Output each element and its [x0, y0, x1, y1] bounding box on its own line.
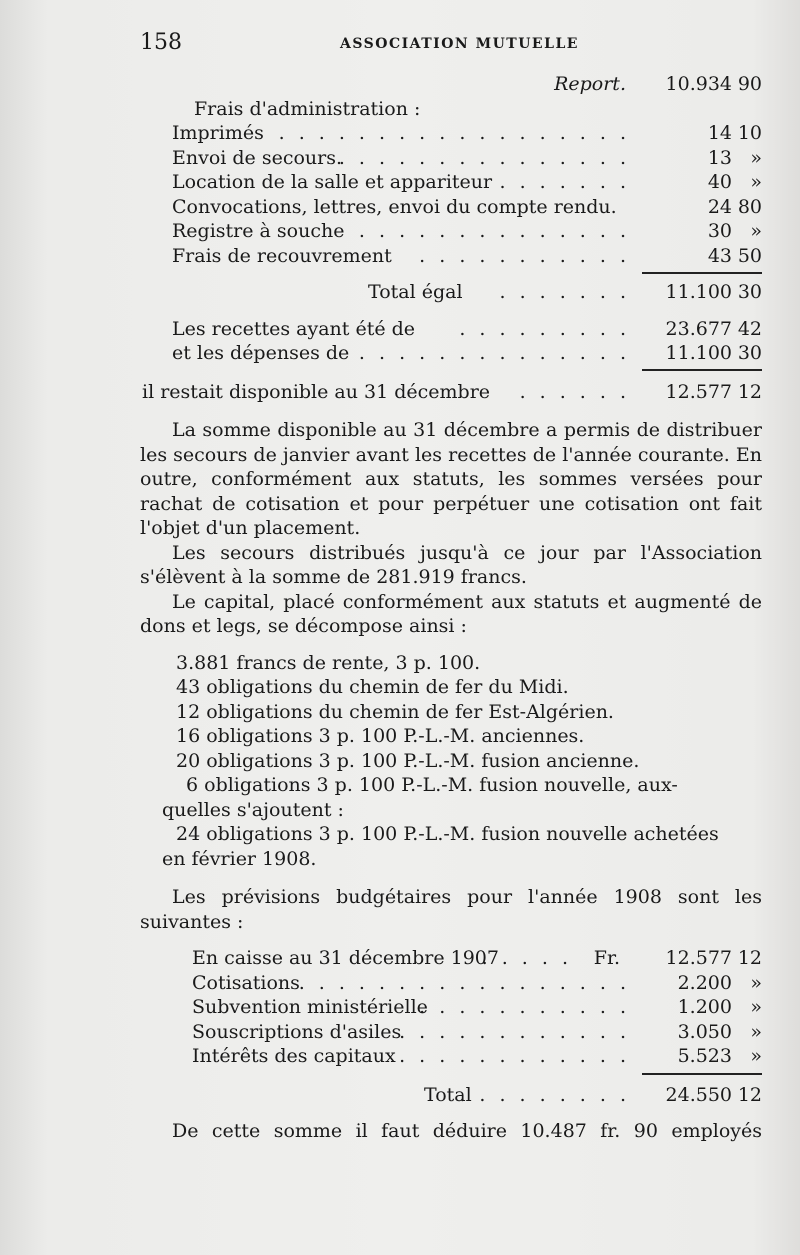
frais-label: Imprimés	[172, 122, 264, 144]
prevision-amount: 1.200	[677, 996, 732, 1018]
frais-label: Registre à souche	[172, 220, 345, 242]
leader-dots: . . . . . . . . . . . .	[399, 1020, 630, 1043]
frais-amount: 13	[707, 146, 732, 169]
disponible-cents: 12	[737, 380, 762, 403]
leader-dots: . . . . . . . . . . . . . .	[358, 342, 630, 364]
leader-dots: . . . . . . . . .	[459, 1083, 630, 1106]
frais-row	[140, 219, 762, 244]
leader-dots: . . . . . . . . .	[459, 317, 630, 340]
paragraph-secours: Les secours distribués jusqu'à ce jour par l'Association s'élèvent à la somme de 281.919 francs.	[140, 541, 762, 588]
list-item: 12 obligations du chemin de fer Est-Algérien.	[176, 700, 614, 723]
prevision-label: Intérêts des capitaux	[192, 1045, 396, 1067]
frais-label: Location de la salle et appariteur	[172, 171, 493, 193]
paragraph-closing: De cette somme il faut déduire 10.487 fr. 90 employés	[172, 1120, 762, 1142]
spacer	[140, 871, 762, 885]
sum-rule	[642, 369, 762, 371]
leader-dots: . . . . . . . . . . .	[419, 996, 630, 1018]
prevision-cents: »	[750, 1045, 762, 1067]
disponible-amount: 12.577	[665, 380, 732, 403]
disponible-label: il restait disponible au 31 décembre	[142, 380, 491, 403]
frais-amount: 14	[707, 122, 732, 144]
list-item: 24 obligations 3 p. 100 P.-L.-M. fusion nouvelle achetées	[176, 823, 719, 845]
list-item-continuation: en février 1908.	[162, 847, 317, 870]
frais-heading	[140, 97, 762, 122]
balance-rule-container	[140, 366, 762, 374]
frais-row	[140, 170, 762, 195]
frais-total-row	[140, 280, 762, 305]
prevision-label: Subvention ministérielle	[192, 996, 428, 1018]
prevision-amount: 5.523	[677, 1045, 732, 1067]
depenses-label: et les dépenses de	[172, 342, 350, 364]
prevision-label: Souscriptions d'asiles	[192, 1020, 402, 1043]
frais-cents: »	[750, 171, 762, 193]
frais-cents: »	[750, 220, 762, 242]
spacer	[140, 305, 762, 317]
page-content	[140, 72, 762, 1144]
frais-amount: 30	[707, 220, 732, 242]
frais-total-label: Total égal	[368, 281, 463, 303]
depenses-row	[140, 341, 762, 366]
prevision-cents: »	[750, 996, 762, 1018]
recettes-amount: 23.677	[665, 317, 732, 340]
recettes-label: Les recettes ayant été de	[172, 317, 416, 340]
prevision-label: Cotisations	[192, 971, 300, 994]
list-item: 6 obligations 3 p. 100 P.-L.-M. fusion nouvelle, aux-	[186, 774, 678, 796]
frais-label: Convocations, lettres, envoi du compte rendu.	[172, 195, 617, 218]
previsions-total-label: Total	[424, 1083, 472, 1106]
leader-dots: . . . . . . . . . . . . . . . . . .	[278, 122, 630, 144]
prevision-amount: 3.050	[677, 1020, 732, 1043]
report-amount: 10.934	[665, 73, 732, 95]
prevision-row	[140, 995, 762, 1020]
previsions-total-cents: 12	[737, 1083, 762, 1106]
previsions-rule-container	[140, 1069, 762, 1077]
spacer	[140, 639, 762, 651]
frais-cents: »	[750, 146, 762, 169]
frais-total-amount: 11.100	[665, 281, 732, 303]
frais-cents: 50	[737, 244, 762, 267]
paragraph-previsions: Les prévisions budgétaires pour l'année 1908 sont les suivantes :	[140, 886, 762, 933]
sum-rule	[642, 1073, 762, 1075]
frais-amount: 24	[707, 195, 732, 218]
leader-dots: . . . . . . . . . . . . . . .	[338, 146, 630, 169]
recettes-row	[140, 317, 762, 342]
prevision-row	[140, 946, 762, 971]
frais-row	[140, 244, 762, 269]
leader-dots: . . . . .	[481, 947, 572, 969]
prevision-cents: »	[750, 1020, 762, 1043]
frais-label: Frais de recouvrement	[172, 244, 392, 267]
list-item: 20 obligations 3 p. 100 P.-L.-M. fusion ancienne.	[176, 749, 640, 772]
frais-label: Envoi de secours.	[172, 146, 343, 169]
frais-cents: 80	[737, 195, 762, 218]
recettes-cents: 42	[737, 317, 762, 340]
paragraph-disponible: La somme disponible au 31 décembre a permis de distribuer les secours de janvier avant les recettes de l'année courante. En outre, conformément aux statuts, les sommes versées pour rachat de cotisation et pour perpétuer une cotisation ont fait l'objet d'un placement.	[140, 419, 762, 539]
leader-dots: . . . . . . . . . . . .	[399, 1045, 630, 1067]
prevision-amount: 12.577	[665, 947, 732, 969]
report-cents: 90	[737, 73, 762, 95]
previsions-total-row	[140, 1083, 762, 1108]
prevision-row	[140, 1020, 762, 1045]
leader-dots: . . . . . .	[519, 380, 630, 403]
disponible-row	[140, 380, 762, 405]
prevision-label: En caisse au 31 décembre 1907	[192, 947, 499, 969]
previsions-total-amount: 24.550	[665, 1083, 732, 1106]
list-item: 16 obligations 3 p. 100 P.-L.-M. anciennes.	[176, 725, 585, 747]
report-label: Report.	[554, 73, 626, 95]
list-item: 3.881 francs de rente, 3 p. 100.	[176, 651, 481, 674]
leader-dots: . . . . . . .	[499, 171, 630, 193]
paragraph-capital: Le capital, placé conformément aux statuts et augmenté de dons et legs, se décompose ainsi :	[140, 590, 762, 637]
spacer	[140, 1107, 762, 1119]
frais-row	[140, 195, 762, 220]
leader-dots: . . . . . . . . . . . . . .	[358, 220, 630, 242]
prevision-row	[140, 1044, 762, 1069]
frais-heading-text: Frais d'administration :	[194, 97, 421, 120]
frais-row	[140, 121, 762, 146]
prevision-amount: 2.200	[677, 971, 732, 994]
frais-amount: 43	[707, 244, 732, 267]
frais-row	[140, 146, 762, 171]
spacer	[140, 404, 762, 418]
depenses-amount: 11.100	[665, 342, 732, 364]
previsions-list	[140, 946, 762, 1069]
frais-total-cents: 30	[737, 281, 762, 303]
frais-cents: 10	[737, 122, 762, 144]
sum-rule	[642, 272, 762, 274]
frais-amount: 40	[707, 171, 732, 193]
currency-label: Fr.	[593, 947, 620, 969]
capital-list	[140, 651, 762, 872]
total-rule-container	[140, 268, 762, 276]
list-item-continuation: quelles s'ajoutent :	[162, 798, 344, 821]
list-item: 43 obligations du chemin de fer du Midi.	[176, 676, 569, 698]
report-row	[140, 72, 762, 97]
page-number: 158	[140, 30, 182, 55]
frais-list	[140, 121, 762, 268]
running-title: ASSOCIATION MUTUELLE	[340, 36, 579, 52]
leader-dots: . . . . . . .	[499, 281, 630, 303]
prevision-cents: »	[750, 971, 762, 994]
prevision-row	[140, 971, 762, 996]
depenses-cents: 30	[737, 342, 762, 364]
page-header	[140, 30, 760, 60]
leader-dots: . . . . . . . . . . . . . . . . .	[298, 971, 630, 994]
leader-dots: . . . . . . . . . . .	[419, 244, 630, 267]
spacer	[140, 934, 762, 946]
prevision-cents: 12	[737, 947, 762, 969]
